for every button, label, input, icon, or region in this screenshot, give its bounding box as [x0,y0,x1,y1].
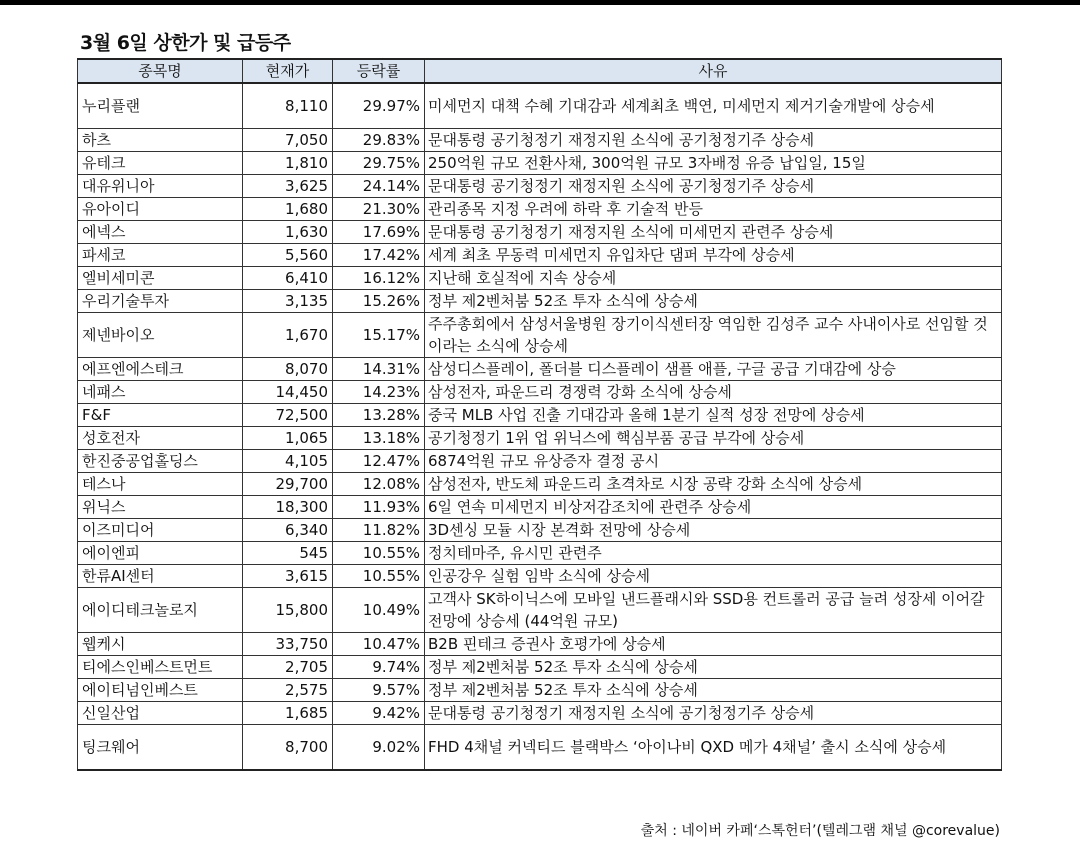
stock-price: 7,050 [243,129,333,152]
stock-price: 1,685 [243,702,333,725]
table-row [78,519,1002,542]
stock-change: 12.08% [333,473,425,496]
stock-price: 2,705 [243,656,333,679]
header-change: 등락률 [333,59,425,83]
table-row [78,244,1002,267]
stock-price: 3,615 [243,565,333,588]
stock-reason: 6874억원 규모 유상증자 결정 공시 [425,450,1002,473]
stock-price: 5,560 [243,244,333,267]
stock-name: 팅크웨어 [78,725,243,771]
table-row [78,542,1002,565]
stock-name: 에이엔피 [78,542,243,565]
stock-name: 유테크 [78,152,243,175]
stock-reason: 문대통령 공기청정기 재정지원 소식에 공기청정기주 상승세 [425,129,1002,152]
stock-name: 에이디테크놀로지 [78,588,243,633]
table-row [78,198,1002,221]
table-row [78,427,1002,450]
table-header [78,59,1002,83]
stock-change: 9.02% [333,725,425,771]
table-row [78,725,1002,771]
stock-name: 한류AI센터 [78,565,243,588]
header-price: 현재가 [243,59,333,83]
stock-price: 8,700 [243,725,333,771]
stock-name: 에넥스 [78,221,243,244]
stock-price: 33,750 [243,633,333,656]
stock-price: 3,135 [243,290,333,313]
stock-reason: 미세먼지 대책 수혜 기대감과 세계최초 백연, 미세먼지 제거기술개발에 상승세 [425,83,1002,129]
stock-name: 우리기술투자 [78,290,243,313]
stock-change: 9.42% [333,702,425,725]
stock-change: 14.31% [333,358,425,381]
table-row [78,83,1002,129]
stock-name: 유아이디 [78,198,243,221]
stock-price: 1,680 [243,198,333,221]
stock-reason: 3D센싱 모듈 시장 본격화 전망에 상승세 [425,519,1002,542]
stock-price: 8,110 [243,83,333,129]
stock-reason: 정부 제2벤처붐 52조 투자 소식에 상승세 [425,679,1002,702]
stock-name: 엘비세미콘 [78,267,243,290]
stock-reason: 관리종목 지정 우려에 하락 후 기술적 반등 [425,198,1002,221]
stock-change: 29.83% [333,129,425,152]
stock-change: 24.14% [333,175,425,198]
table-row [78,152,1002,175]
table-row [78,175,1002,198]
stock-change: 9.74% [333,656,425,679]
table-row [78,221,1002,244]
stock-reason: 공기청정기 1위 업 위닉스에 핵심부품 공급 부각에 상승세 [425,427,1002,450]
stock-change: 12.47% [333,450,425,473]
stock-name: 제넨바이오 [78,313,243,358]
stock-change: 16.12% [333,267,425,290]
table-row [78,565,1002,588]
stock-table [77,58,1002,771]
stock-reason: FHD 4채널 커넥티드 블랙박스 ‘아이나비 QXD 메가 4채널’ 출시 소식에 상승세 [425,725,1002,771]
stock-change: 21.30% [333,198,425,221]
source-note: 출처 : 네이버 카페‘스톡헌터’(텔레그램 채널 @corevalue) [640,823,1000,839]
stock-price: 1,810 [243,152,333,175]
stock-change: 17.69% [333,221,425,244]
table-row [78,679,1002,702]
stock-name: 티에스인베스트먼트 [78,656,243,679]
stock-name: 하츠 [78,129,243,152]
stock-change: 15.26% [333,290,425,313]
stock-price: 1,065 [243,427,333,450]
table-row [78,473,1002,496]
table-row [78,633,1002,656]
table-row [78,290,1002,313]
top-border [0,0,1080,5]
stock-price: 3,625 [243,175,333,198]
stock-name: 테스나 [78,473,243,496]
table-row [78,129,1002,152]
stock-price: 18,300 [243,496,333,519]
stock-name: 이즈미디어 [78,519,243,542]
stock-price: 6,410 [243,267,333,290]
stock-price: 8,070 [243,358,333,381]
stock-reason: 6일 연속 미세먼지 비상저감조치에 관련주 상승세 [425,496,1002,519]
stock-price: 6,340 [243,519,333,542]
stock-change: 29.75% [333,152,425,175]
stock-price: 29,700 [243,473,333,496]
stock-name: 한진중공업홀딩스 [78,450,243,473]
table-row [78,267,1002,290]
stock-price: 545 [243,542,333,565]
stock-reason: 주주총회에서 삼성서울병원 장기이식센터장 역임한 김성주 교수 사내이사로 선임할 것이라는 소식에 상승세 [425,313,1002,358]
table-row [78,404,1002,427]
stock-price: 72,500 [243,404,333,427]
table-row [78,450,1002,473]
stock-change: 17.42% [333,244,425,267]
stock-change: 10.55% [333,565,425,588]
stock-reason: 고객사 SK하이닉스에 모바일 낸드플래시와 SSD용 컨트롤러 공급 늘려 성장세 이어갈 전망에 상승세 (44억원 규모) [425,588,1002,633]
stock-price: 1,630 [243,221,333,244]
stock-price: 14,450 [243,381,333,404]
stock-reason: 삼성디스플레이, 폴더블 디스플레이 샘플 애플, 구글 공급 기대감에 상승 [425,358,1002,381]
stock-reason: 삼성전자, 반도체 파운드리 초격차로 시장 공략 강화 소식에 상승세 [425,473,1002,496]
stock-price: 4,105 [243,450,333,473]
stock-change: 14.23% [333,381,425,404]
table-body [78,83,1002,770]
stock-price: 2,575 [243,679,333,702]
stock-name: F&F [78,404,243,427]
stock-change: 10.55% [333,542,425,565]
stock-name: 파세코 [78,244,243,267]
stock-name: 신일산업 [78,702,243,725]
stock-change: 15.17% [333,313,425,358]
stock-change: 13.28% [333,404,425,427]
header-reason: 사유 [425,59,1002,83]
stock-reason: 250억원 규모 전환사채, 300억원 규모 3자배정 유증 납입일, 15일 [425,152,1002,175]
stock-price: 15,800 [243,588,333,633]
stock-reason: 세계 최초 무동력 미세먼지 유입차단 댐퍼 부각에 상승세 [425,244,1002,267]
stock-name: 성호전자 [78,427,243,450]
table-row [78,381,1002,404]
stock-price: 1,670 [243,313,333,358]
stock-name: 웹케시 [78,633,243,656]
stock-reason: B2B 핀테크 증권사 호평가에 상승세 [425,633,1002,656]
table-row [78,358,1002,381]
stock-reason: 문대통령 공기청정기 재정지원 소식에 공기청정기주 상승세 [425,702,1002,725]
table-row [78,656,1002,679]
stock-reason: 삼성전자, 파운드리 경쟁력 강화 소식에 상승세 [425,381,1002,404]
stock-reason: 문대통령 공기청정기 재정지원 소식에 공기청정기주 상승세 [425,175,1002,198]
stock-change: 10.47% [333,633,425,656]
stock-reason: 정부 제2벤처붐 52조 투자 소식에 상승세 [425,290,1002,313]
stock-change: 9.57% [333,679,425,702]
page-title: 3월 6일 상한가 및 급등주 [80,32,291,54]
table-row [78,313,1002,358]
stock-reason: 정부 제2벤처붐 52조 투자 소식에 상승세 [425,656,1002,679]
stock-name: 에프엔에스테크 [78,358,243,381]
stock-change: 13.18% [333,427,425,450]
table-row [78,702,1002,725]
table-row [78,588,1002,633]
stock-reason: 중국 MLB 사업 진출 기대감과 올해 1분기 실적 성장 전망에 상승세 [425,404,1002,427]
stock-change: 11.93% [333,496,425,519]
stock-reason: 정치테마주, 유시민 관련주 [425,542,1002,565]
stock-change: 11.82% [333,519,425,542]
header-name: 종목명 [78,59,243,83]
stock-name: 대유위니아 [78,175,243,198]
stock-name: 네패스 [78,381,243,404]
stock-reason: 인공강우 실험 임박 소식에 상승세 [425,565,1002,588]
stock-change: 29.97% [333,83,425,129]
stock-reason: 문대통령 공기청정기 재정지원 소식에 미세먼지 관련주 상승세 [425,221,1002,244]
stock-name: 누리플랜 [78,83,243,129]
stock-name: 위닉스 [78,496,243,519]
stock-name: 에이티넘인베스트 [78,679,243,702]
stock-change: 10.49% [333,588,425,633]
table-row [78,496,1002,519]
stock-reason: 지난해 호실적에 지속 상승세 [425,267,1002,290]
